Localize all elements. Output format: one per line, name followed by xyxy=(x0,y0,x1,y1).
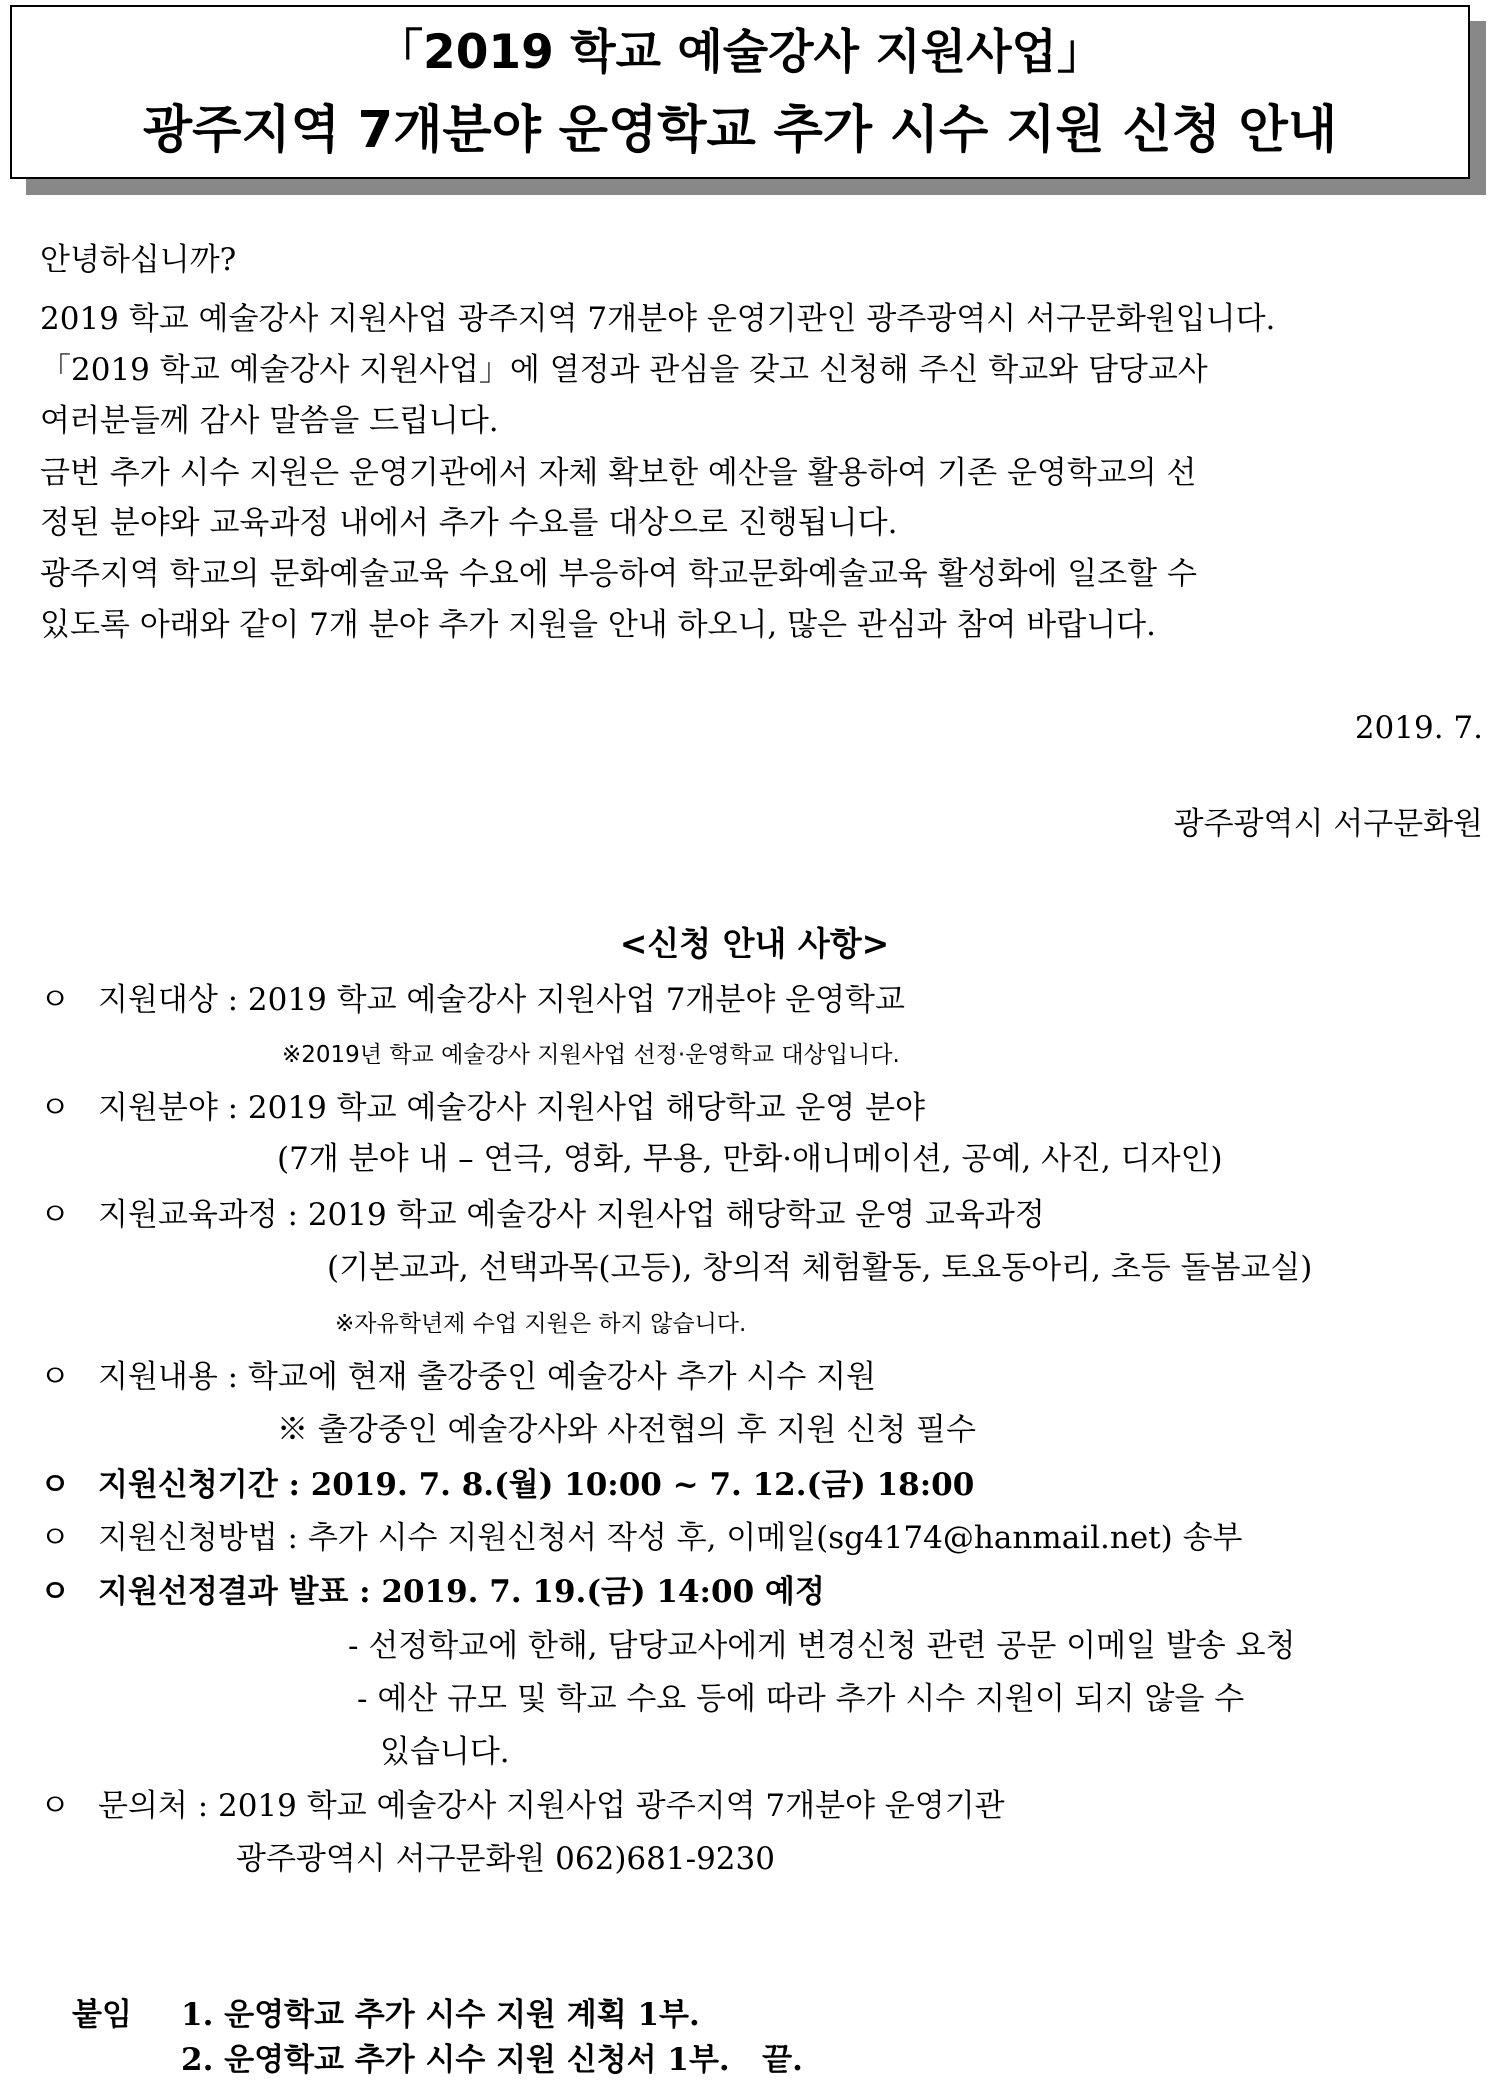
intro-line: 광주지역 학교의 문화예술교육 수요에 부응하여 학교문화예술교육 활성화에 일조할 수 xyxy=(40,556,1197,592)
result-note-1: - 선정학교에 한해, 담당교사에게 변경신청 관련 공문 이메일 발송 요청 xyxy=(348,1628,1296,1664)
method-row xyxy=(40,1518,1242,1558)
title-line-2: 광주지역 7개분야 운영학교 추가 시수 지원 신청 안내 xyxy=(142,101,1338,160)
intro-line: 금번 추가 시수 지원은 운영기관에서 자체 확보한 예산을 활용하여 기존 운영학교의 선 xyxy=(40,455,1197,491)
issuer: 광주광역시 서구문화원 xyxy=(1173,806,1483,842)
period-text: 지원신청기간 : 2019. 7. 8.(월) 10:00 ~ 7. 12.(금) 18:00 xyxy=(98,1467,975,1503)
curriculum-text: 지원교육과정 : 2019 학교 예술강사 지원사업 해당학교 운영 교육과정 xyxy=(98,1197,1045,1233)
target-row xyxy=(40,980,905,1020)
intro-line: 「2019 학교 예술강사 지원사업」에 열정과 관심을 갖고 신청해 주신 학교와 담당교사 xyxy=(40,352,1208,388)
title-box xyxy=(10,5,1470,179)
intro-line: 2019 학교 예술강사 지원사업 광주지역 7개분야 운영기관인 광주광역시 서구문화원입니다. xyxy=(40,301,1276,337)
content-note: ※ 출강중인 예술강사와 사전협의 후 지원 신청 필수 xyxy=(277,1412,976,1448)
intro-line: 있도록 아래와 같이 7개 분야 추가 지원을 안내 하오니, 많은 관심과 참여 바랍니다. xyxy=(40,607,1156,643)
result-row xyxy=(40,1572,825,1612)
intro-line: 여러분들께 감사 말씀을 드립니다. xyxy=(40,403,499,439)
field-row xyxy=(40,1088,925,1128)
field-text: 지원분야 : 2019 학교 예술강사 지원사업 해당학교 운영 분야 xyxy=(98,1090,925,1126)
bullet: ㅇ xyxy=(40,1788,70,1824)
curriculum-row xyxy=(40,1195,1045,1235)
result-note-2: - 예산 규모 및 학교 수요 등에 따라 추가 시수 지원이 되지 않을 수 xyxy=(357,1681,1245,1717)
curriculum-note: (기본교과, 선택과목(고등), 창의적 체험활동, 토요동아리, 초등 돌봄교실) xyxy=(327,1250,1313,1286)
content-text: 지원내용 : 학교에 현재 출강중인 예술강사 추가 시수 지원 xyxy=(98,1359,877,1395)
contact-text: 문의처 : 2019 학교 예술강사 지원사업 광주지역 7개분야 운영기관 xyxy=(98,1788,1005,1824)
end-mark: 끝. xyxy=(762,2042,803,2078)
intro-line: 정된 분야와 교육과정 내에서 추가 수요를 대상으로 진행됩니다. xyxy=(40,505,898,541)
bullet: ㅇ xyxy=(40,1359,70,1395)
attachment-item-2 xyxy=(181,2040,803,2080)
curriculum-note-2: ※자유학년제 수업 지원은 하지 않습니다. xyxy=(335,1311,747,1337)
result-text: 지원선정결과 발표 : 2019. 7. 19.(금) 14:00 예정 xyxy=(98,1574,825,1610)
bullet: ㅇ xyxy=(40,1520,70,1556)
content-row xyxy=(40,1357,876,1397)
attachment-item-2-text: 2. 운영학교 추가 시수 지원 신청서 1부. xyxy=(181,2042,730,2078)
target-text: 지원대상 : 2019 학교 예술강사 지원사업 7개분야 운영학교 xyxy=(98,982,905,1018)
section-title: <신청 안내 사항> xyxy=(619,924,890,963)
bullet: ㅇ xyxy=(40,982,70,1018)
document-date: 2019. 7. xyxy=(1354,710,1483,746)
bullet: ㅇ xyxy=(40,1467,70,1503)
bullet: ㅇ xyxy=(40,1197,70,1233)
target-note: ※2019년 학교 예술강사 지원사업 선정·운영학교 대상입니다. xyxy=(282,1042,900,1068)
bullet: ㅇ xyxy=(40,1574,70,1610)
greeting: 안녕하십니까? xyxy=(40,242,237,278)
method-text: 지원신청방법 : 추가 시수 지원신청서 작성 후, 이메일(sg4174@hanmail.net) 송부 xyxy=(98,1520,1243,1556)
period-row xyxy=(40,1465,974,1505)
contact-detail: 광주광역시 서구문화원 062)681-9230 xyxy=(236,1841,775,1877)
title-line-1: 「2019 학교 예술강사 지원사업」 xyxy=(376,25,1104,80)
result-note-3: 있습니다. xyxy=(380,1734,510,1770)
field-note: (7개 분야 내 – 연극, 영화, 무용, 만화·애니메이션, 공예, 사진, 디자인) xyxy=(277,1141,1223,1177)
bullet: ㅇ xyxy=(40,1090,70,1126)
attachment-item-1: 1. 운영학교 추가 시수 지원 계획 1부. xyxy=(181,1997,700,2033)
contact-row xyxy=(40,1786,1005,1826)
attachment-label: 붙임 xyxy=(72,1997,132,2033)
